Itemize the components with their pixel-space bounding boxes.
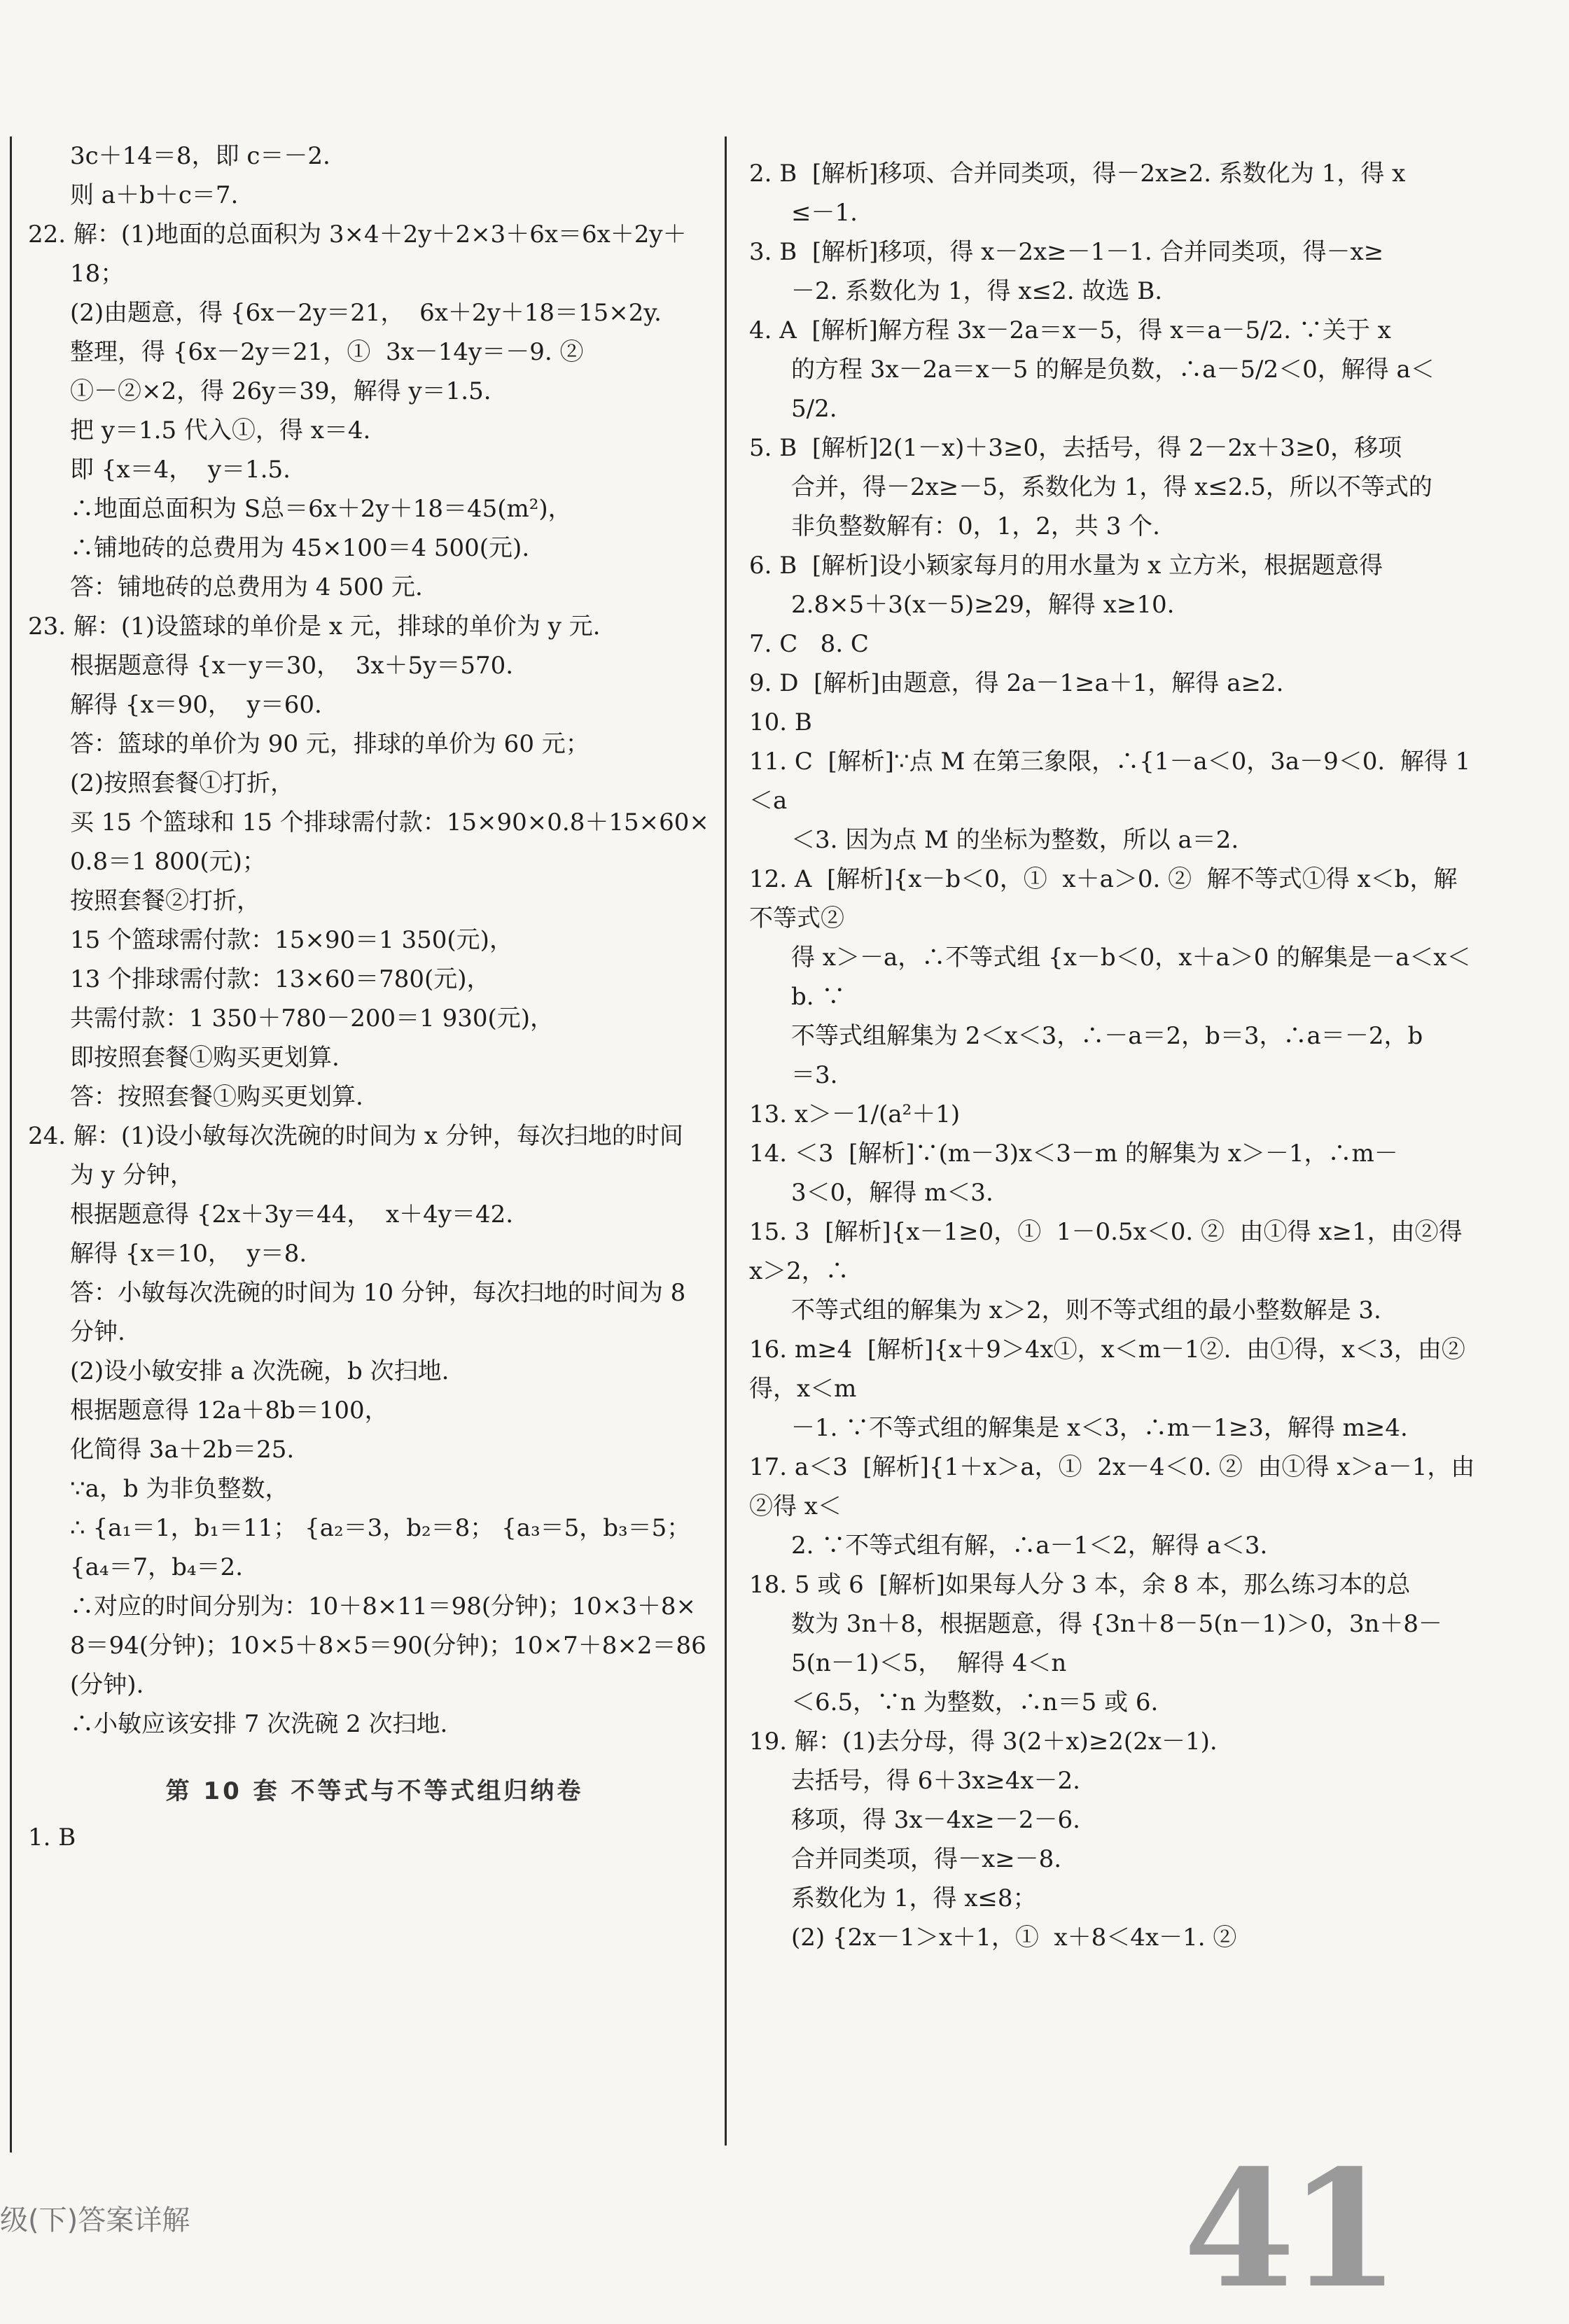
text-line: 5. B [解析]2(1－x)＋3≥0，去括号，得 2－2x＋3≥0，移项	[749, 434, 1402, 462]
text-line: 为 y 分钟，	[70, 1161, 194, 1189]
text-line: 则 a＋b＋c＝7.	[70, 181, 239, 209]
text-line: 整理，得 {6x－2y＝21，① 3x－14y＝－9. ②	[70, 338, 584, 366]
text-line: 0.8＝1 800(元)；	[70, 848, 266, 876]
text-line: (2) {2x－1＞x＋1，① x＋8＜4x－1. ②	[791, 1924, 1237, 1952]
text-line: ①－②×2，得 26y＝39，解得 y＝1.5.	[70, 377, 491, 405]
left-margin-rule	[10, 136, 12, 2152]
text-line: 11. C [解析]∵点 M 在第三象限，∴{1－a＜0，3a－9＜0. 解得 1＜a	[749, 748, 1471, 815]
text-line: 14. ＜3 [解析]∵(m－3)x＜3－m 的解集为 x＞－1，∴m－	[749, 1140, 1398, 1168]
text-line: 10. B	[749, 708, 812, 736]
text-line: 3＜0，解得 m＜3.	[791, 1179, 993, 1207]
text-line: 合并，得－2x≥－5，系数化为 1，得 x≤2.5，所以不等式的	[791, 473, 1432, 501]
text-line: ∵a，b 为非负整数，	[70, 1475, 289, 1503]
text-line: 19. 解：(1)去分母，得 3(2＋x)≥2(2x－1).	[749, 1728, 1218, 1756]
page-number: 41	[1183, 2135, 1394, 2324]
text-line: 4. A [解析]解方程 3x－2a＝x－5，得 x＝a－5/2. ∵关于 x	[749, 316, 1391, 344]
text-line: 答：小敏每次洗碗的时间为 10 分钟，每次扫地的时间为 8	[70, 1279, 686, 1307]
text-line: ∴铺地砖的总费用为 45×100＝4 500(元).	[70, 534, 530, 562]
text-line: 买 15 个篮球和 15 个排球需付款：15×90×0.8＋15×60×	[70, 808, 709, 836]
text-line: 15 个篮球需付款：15×90＝1 350(元)，	[70, 926, 513, 954]
text-line: 18；	[70, 260, 125, 288]
text-line: 按照套餐②打折，	[70, 887, 260, 915]
text-line: 根据题意得 12a＋8b＝100，	[70, 1396, 389, 1424]
text-line: 6. B [解析]设小颖家每月的用水量为 x 立方米，根据题意得	[749, 552, 1383, 580]
text-line: －1. ∵不等式组的解集是 x＜3，∴m－1≥3，解得 m≥4.	[791, 1414, 1408, 1442]
text-line: ∴地面总面积为 S总＝6x＋2y＋18＝45(m²)，	[70, 495, 572, 523]
text-line: 23. 解：(1)设篮球的单价是 x 元，排球的单价为 y 元.	[28, 612, 601, 640]
right-column	[749, 154, 1477, 1957]
text-line: 7. C 8. C	[749, 630, 869, 658]
text-line: 即 {x＝4， y＝1.5.	[70, 456, 291, 484]
text-line: 系数化为 1，得 x≤8；	[791, 1884, 1037, 1912]
text-line: －2. 系数化为 1，得 x≤2. 故选 B.	[791, 277, 1163, 305]
text-line: 22. 解：(1)地面的总面积为 3×4＋2y＋2×3＋6x＝6x＋2y＋	[28, 220, 687, 248]
text-line: 15. 3 [解析]{x－1≥0，① 1－0.5x＜0. ② 由①得 x≥1，由②得 x＞2，∴	[749, 1218, 1470, 1285]
text-line: 9. D [解析]由题意，得 2a－1≥a＋1，解得 a≥2.	[749, 669, 1284, 697]
text-line: 16. m≥4 [解析]{x＋9＞4x①，x＜m－1②. 由①得，x＜3，由②得，x＜m	[749, 1336, 1465, 1403]
text-line: (2)按照套餐①打折，	[70, 769, 295, 797]
text-line: (分钟).	[70, 1671, 144, 1699]
text-line: 解得 {x＝90， y＝60.	[70, 691, 322, 719]
text-line: 分钟.	[70, 1318, 125, 1346]
text-line: 2. B [解析]移项、合并同类项，得－2x≥2. 系数化为 1，得 x	[749, 160, 1406, 188]
text-line: 13. x＞－1/(a²＋1)	[749, 1100, 961, 1128]
text-line: 12. A [解析]{x－b＜0，① x＋a＞0. ② 解不等式①得 x＜b，解不等式②	[749, 865, 1458, 932]
text-line: 根据题意得 {x－y＝30， 3x＋5y＝570.	[70, 652, 514, 680]
text-line: 根据题意得 {2x＋3y＝44， x＋4y＝42.	[70, 1200, 514, 1228]
text-line: 解得 {x＝10， y＝8.	[70, 1240, 307, 1268]
text-line: 13 个排球需付款：13×60＝780(元)，	[70, 965, 491, 993]
text-line: 3c＋14＝8，即 c＝－2.	[70, 142, 330, 170]
text-line: ∴ {a₁＝1，b₁＝11； {a₂＝3，b₂＝8； {a₃＝5，b₃＝5； {a₄＝7，b₄＝2.	[70, 1514, 699, 1581]
text-line: ＜6.5，∵n 为整数，∴n＝5 或 6.	[791, 1688, 1159, 1716]
text-line: (2)由题意，得 {6x－2y＝21， 6x＋2y＋18＝15×2y.	[70, 299, 662, 327]
text-line: 合并同类项，得－x≥－8.	[791, 1845, 1062, 1873]
text-line: 不等式组解集为 2＜x＜3，∴－a＝2，b＝3，∴a＝－2，b	[791, 1022, 1423, 1050]
text-line: ∴小敏应该安排 7 次洗碗 2 次扫地.	[70, 1710, 448, 1738]
text-line: 答：按照套餐①购买更划算.	[70, 1083, 363, 1111]
text-line: 得 x＞－a，∴不等式组 {x－b＜0，x＋a＞0 的解集是－a＜x＜b. ∵	[791, 944, 1471, 1011]
text-line: 2.8×5＋3(x－5)≥29，解得 x≥10.	[791, 591, 1175, 619]
text-line: 答：铺地砖的总费用为 4 500 元.	[70, 573, 423, 601]
text-line: ≤－1.	[791, 199, 858, 227]
footer-book-title: 级(下)答案详解	[0, 2204, 190, 2236]
text-line: ＝3.	[791, 1061, 838, 1089]
text-line: 17. a＜3 [解析]{1＋x＞a，① 2x－4＜0. ② 由①得 x＞a－1，由②得 x＜	[749, 1453, 1475, 1520]
text-line: 移项，得 3x－4x≥－2－6.	[791, 1806, 1080, 1834]
left-column	[28, 136, 721, 1857]
text-line: 8＝94(分钟)；10×5＋8×5＝90(分钟)；10×7＋8×2＝86	[70, 1632, 706, 1660]
text-line: 3. B [解析]移项，得 x－2x≥－1－1. 合并同类项，得－x≥	[749, 238, 1384, 266]
text-line: 非负整数解有：0，1，2，共 3 个.	[791, 512, 1160, 540]
text-line: 共需付款：1 350＋780－200＝1 930(元)，	[70, 1004, 554, 1032]
text-line: (2)设小敏安排 a 次洗碗，b 次扫地.	[70, 1357, 449, 1385]
text-line: 1. B	[28, 1823, 76, 1851]
text-line: 的方程 3x－2a＝x－5 的解是负数，∴a－5/2＜0，解得 a＜	[791, 356, 1435, 384]
text-line: 不等式组的解集为 x＞2，则不等式组的最小整数解是 3.	[791, 1296, 1381, 1324]
text-line: ∴对应的时间分别为：10＋8×11＝98(分钟)；10×3＋8×	[70, 1592, 696, 1620]
text-line: 数为 3n＋8，根据题意，得 {3n＋8－5(n－1)＞0，3n＋8－5(n－1)＜5， 解得 4＜n	[791, 1610, 1443, 1677]
text-line: 答：篮球的单价为 90 元，排球的单价为 60 元；	[70, 730, 590, 758]
text-line: 去括号，得 6＋3x≥4x－2.	[791, 1767, 1080, 1795]
text-line: ＜3. 因为点 M 的坐标为整数，所以 a＝2.	[791, 826, 1239, 854]
text-line: 化简得 3a＋2b＝25.	[70, 1436, 295, 1464]
section-heading: 第 10 套 不等式与不等式组归纳卷	[165, 1777, 584, 1805]
text-line: 18. 5 或 6 [解析]如果每人分 3 本，余 8 本，那么练习本的总	[749, 1571, 1411, 1599]
text-line: 2. ∵不等式组有解，∴a－1＜2，解得 a＜3.	[791, 1532, 1268, 1560]
text-line: 把 y＝1.5 代入①，得 x＝4.	[70, 416, 371, 444]
column-divider	[725, 136, 727, 2146]
text-line: 即按照套餐①购买更划算.	[70, 1044, 340, 1072]
text-line: 5/2.	[791, 395, 837, 423]
text-line: 24. 解：(1)设小敏每次洗碗的时间为 x 分钟，每次扫地的时间	[28, 1122, 683, 1150]
